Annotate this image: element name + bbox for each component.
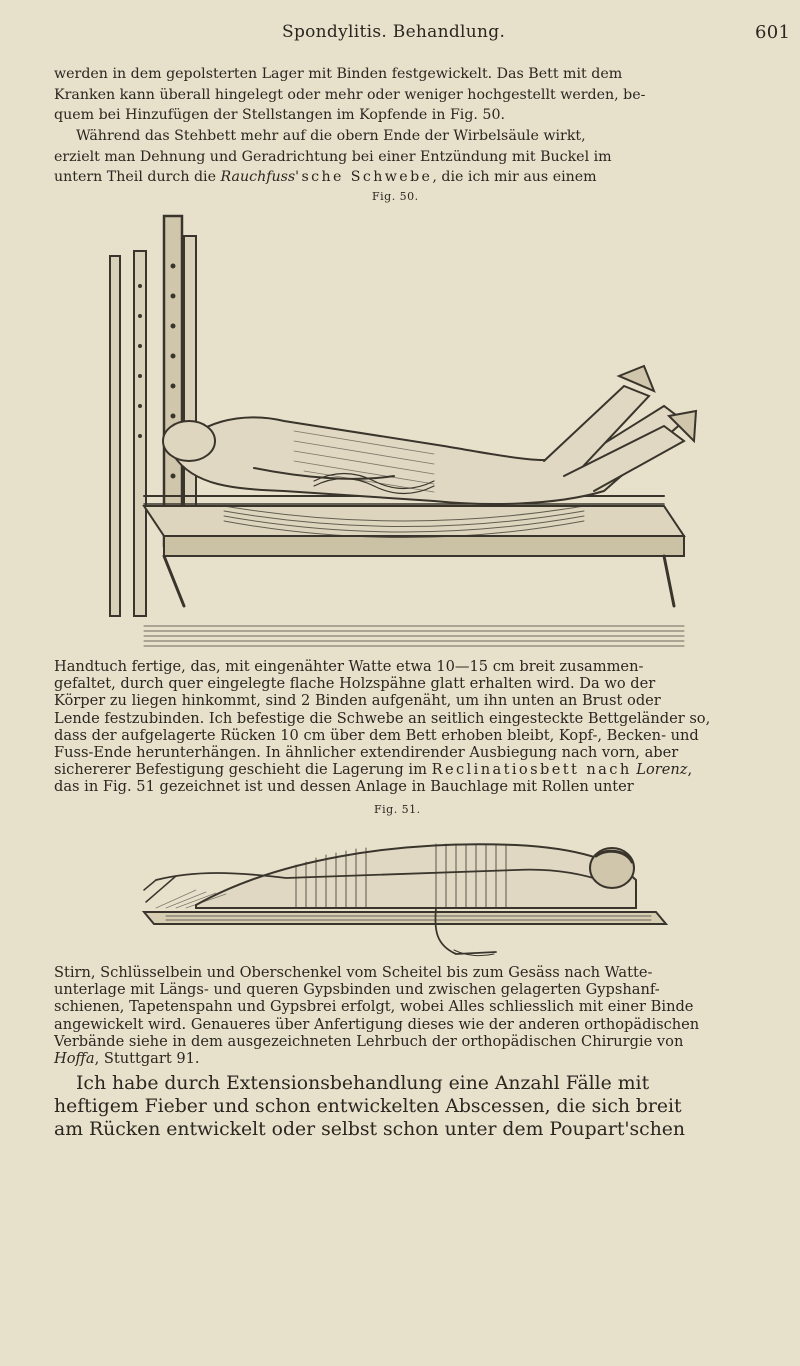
paragraph-3	[54, 658, 766, 796]
text-line: gefaltet, durch quer eingelegte flache Holzspähne glatt erhalten wird. Da wo der	[54, 675, 656, 693]
figure-51-caption: Fig. 51.	[374, 803, 421, 816]
text-line: Handtuch fertige, das, mit eingenähter Watte etwa 10—15 cm breit zusammen-	[54, 658, 644, 675]
text-line: Verbände siehe in dem ausgezeichneten Lehrbuch der orthopädischen Chirurgie von	[54, 1032, 684, 1050]
text-span: , die ich mir aus einem	[432, 169, 597, 186]
paragraph-2	[54, 126, 766, 188]
paragraph-4	[54, 964, 766, 1067]
text-line: Kranken kann überall hingelegt oder mehr oder weniger hochgestellt werden, be-	[54, 86, 646, 103]
author-name: Hoffa	[54, 1050, 95, 1068]
text-span: sichererer Befestigung geschieht die Lagerung im	[54, 761, 432, 779]
spaced-term: Reclinatiosbett nach	[431, 761, 632, 779]
text-line	[54, 167, 766, 188]
text-line: Körper zu liegen hinkommt, sind 2 Binden aufgenäht, um ihn unten an Brust oder	[54, 692, 661, 710]
figure-51-reclination-bed	[136, 820, 672, 958]
text-line: dass der aufgelagerte Rücken 10 cm über dem Bett erhoben bleibt, Kopf-, Becken- und	[54, 726, 699, 744]
text-span: untern Theil durch die	[54, 169, 221, 186]
running-head: Spondylitis. Behandlung.	[282, 22, 506, 42]
text-span: 'sche	[295, 169, 351, 186]
figure-50-suspension-swing	[104, 206, 704, 654]
paragraph-5	[54, 1073, 766, 1141]
author-name: Lorenz	[636, 761, 688, 779]
text-span: , Stuttgart 91.	[94, 1050, 200, 1068]
text-line: angewickelt wird. Genaueres über Anfertigung dieses wie der anderen orthopädischen	[54, 1015, 700, 1033]
text-line: Ich habe durch Extensionsbehandlung eine Anzahl Fälle mit	[76, 1073, 650, 1094]
text-line: erzielt man Dehnung und Geradrichtung bei einer Entzündung mit Buckel im	[54, 148, 612, 165]
paragraph-1	[54, 64, 766, 126]
text-line: heftigem Fieber und schon entwickelten Abscessen, die sich breit	[54, 1095, 682, 1117]
spaced-term: Schwebe	[350, 169, 433, 186]
text-line: Stirn, Schlüsselbein und Oberschenkel vom Scheitel bis zum Gesäss nach Watte-	[54, 964, 653, 981]
text-line: am Rücken entwickelt oder selbst schon unter dem Poupart'schen	[54, 1118, 685, 1140]
suspension-swing-engraving	[104, 206, 704, 654]
text-line: das in Fig. 51 gezeichnet ist und dessen Anlage in Bauchlage mit Rollen unter	[54, 778, 634, 796]
text-line	[54, 1050, 766, 1067]
text-line: schienen, Tapetenspahn und Gypsbrei erfolgt, wobei Alles schliesslich mit einer Binde	[54, 998, 694, 1016]
text-line: unterlage mit Längs- und queren Gypsbinden und zwischen gelagerten Gypshanf-	[54, 981, 660, 999]
text-span: ,	[687, 761, 693, 779]
text-line: Fuss-Ende herunterhängen. In ähnlicher extendirender Ausbiegung nach vorn, aber	[54, 744, 679, 762]
text-line: Lende festzubinden. Ich befestige die Schwebe an seitlich eingesteckte Bettgeländer so,	[54, 709, 711, 727]
text-line: werden in dem gepolsterten Lager mit Binden festgewickelt. Das Bett mit dem	[54, 66, 623, 82]
figure-50-caption: Fig. 50.	[372, 190, 419, 203]
text-line: Während das Stehbett mehr auf die obern Ende der Wirbelsäule wirkt,	[76, 128, 586, 144]
author-name: Rauchfuss	[220, 169, 296, 186]
page-number: 601	[755, 22, 791, 43]
text-line: quem bei Hinzufügen der Stellstangen im Kopfende in Fig. 50.	[54, 107, 505, 124]
text-line	[54, 761, 766, 778]
reclination-bed-engraving	[136, 820, 672, 958]
